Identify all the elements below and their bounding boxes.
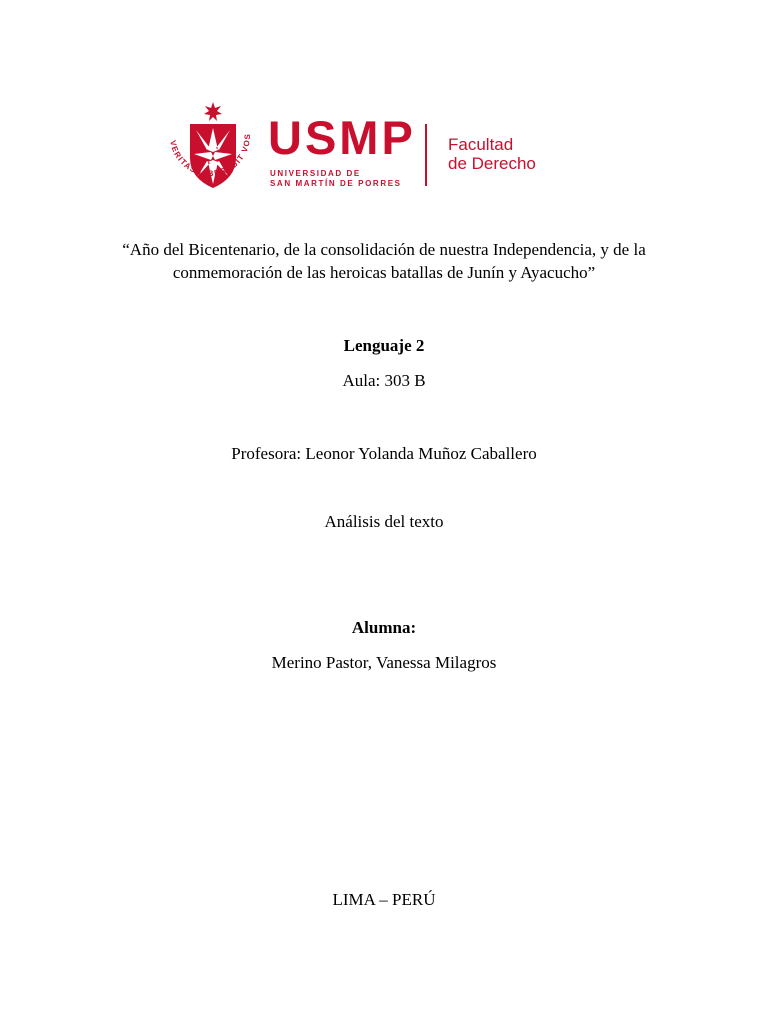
teacher-name: Profesora: Leonor Yolanda Muñoz Caballero [231, 444, 537, 463]
faculty-line2: de Derecho [448, 154, 536, 173]
student-label: Alumna: [351, 618, 417, 637]
logo-divider [425, 124, 427, 186]
faculty-line1: Facultad [448, 135, 514, 154]
crest-motto: VERITAS LIBERABIT VOS [168, 132, 253, 179]
brand-subtitle-line2: SAN MARTÍN DE PORRES [270, 179, 402, 188]
student-name: Merino Pastor, Vanessa Milagros [271, 653, 497, 672]
university-crest-icon [160, 100, 260, 200]
document-topic: Análisis del texto [324, 512, 444, 531]
brand-subtitle-line1: UNIVERSIDAD DE [270, 169, 361, 178]
crest-star [204, 102, 222, 121]
year-motto-line1: “Año del Bicentenario, de la consolidación de nuestra Independencia, y de la [122, 240, 646, 259]
brand-name: USMP [268, 111, 416, 164]
year-motto-line2: conmemoración de las heroicas batallas de Junín y Ayacucho” [172, 263, 596, 282]
course-title: Lenguaje 2 [343, 336, 425, 355]
usmp-logo [160, 100, 560, 200]
location: LIMA – PERÚ [332, 890, 436, 909]
classroom: Aula: 303 B [342, 371, 426, 390]
